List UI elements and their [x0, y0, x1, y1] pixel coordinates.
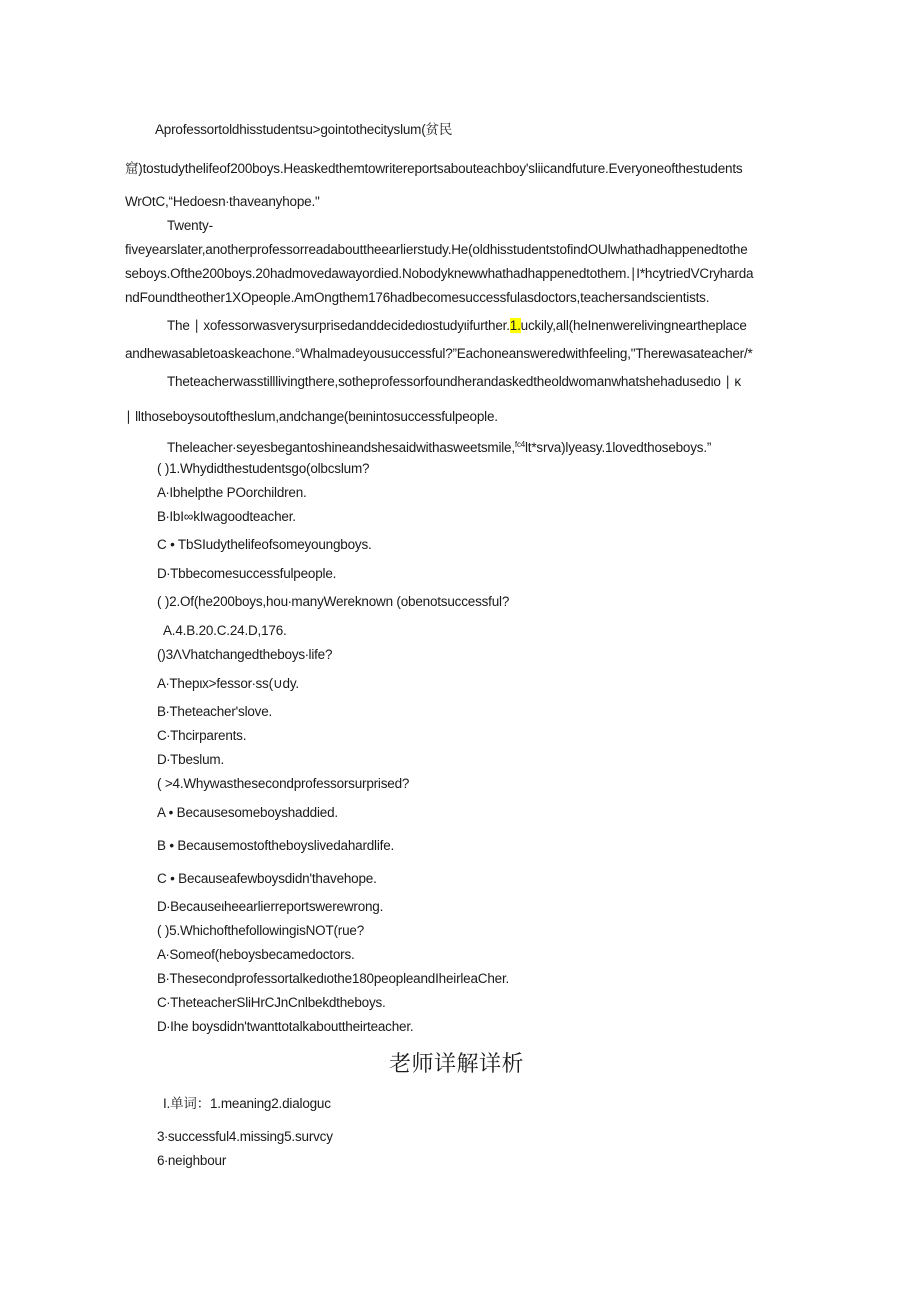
passage-line: ∣ llthoseboysoutoftheslum,andchange(beιnintosuccessfulpeople.: [125, 409, 498, 424]
question: ( )5.WhichofthefollowingisNOT(rue?: [157, 923, 365, 938]
passage-text: lt*srva)lyeasy.1lovedthoseboys.”: [525, 440, 712, 455]
option: A∙Ibhelpthe POorchildren.: [157, 485, 307, 500]
passage-line: [167, 318, 747, 334]
passage-line: [167, 437, 711, 456]
option: C • TbSIudythelifeofsomeyoungboys.: [157, 537, 372, 552]
passage-line: seboys.Ofthe200boys.20hadmovedawayordied.Nobodyknewwhathadhappenedtothem.∣I*hcytriedVCryharda: [125, 266, 754, 281]
option: A.4.B.20.C.24.D,176.: [163, 623, 287, 638]
highlighted-marker: 1.: [509, 318, 521, 333]
option: D∙Tbeslum.: [157, 752, 225, 767]
passage-line: fiveyearslater,anotherprofessorreadabouttheearlierstudy.He(oldhisstudentstofindOUlwhathadhappenedtothe: [125, 242, 748, 257]
passage-text: The ∣ xofessorwasverysurprisedanddecidedιostudyιifurther.: [167, 318, 510, 333]
answer-line: 3∙successful4.missing5.survcy: [157, 1129, 333, 1144]
option: B • Becausemostoftheboyslivedahardlife.: [157, 838, 395, 853]
question: ( )2.Of(he200boys,hou∙manyWereknown (obenotsuccessful?: [157, 594, 510, 609]
option: C∙TheteacherSliHrCJnCnlbekdtheboys.: [157, 995, 386, 1010]
option: D∙Ihe boysdidn'twanttotalkabouttheirteacher.: [157, 1019, 414, 1034]
passage-superscript: fc4: [514, 440, 525, 449]
passage-line: Twenty-: [167, 218, 213, 233]
option: A∙Thepιx>fessor∙ss(∪dy.: [157, 676, 299, 691]
passage-line: Aprofessortoldhisstudentsu>gointothecityslum(贫民: [155, 122, 453, 137]
option: A∙Someof(heboysbecamedoctors.: [157, 947, 355, 962]
question: ( >4.Whywasthesecondprofessorsurprised?: [157, 776, 410, 791]
passage-text: uckily,all(heInenwerelivingneartheplace: [520, 318, 747, 333]
answer-line: I.单词：1.meaning2.dialoguc: [163, 1096, 331, 1111]
passage-text: Theleacher∙seyesbegantoshineandshesaidwithasweetsmile,: [167, 440, 515, 455]
answer-line: 6∙neighbour: [157, 1153, 227, 1168]
option: B∙IbI∞kIwagoodteacher.: [157, 509, 296, 524]
passage-line: andhewasabletoaskeachone.°Whalmadeyousuccessful?”Eachoneansweredwithfeeling,"Therewasateacher/*: [125, 346, 753, 361]
option: C • Becauseafewboysdidn'thavehope.: [157, 871, 377, 886]
passage-line: ndFoundtheother1XOpeople.AmOngthem176hadbecomesuccessfulasdoctors,teachersandscientists.: [125, 290, 710, 305]
option: A • Becausesomeboyshaddied.: [157, 805, 338, 820]
option: D∙Becauseιheearlierreportswerewrong.: [157, 899, 384, 914]
option: B∙Theteacher'slove.: [157, 704, 273, 719]
passage-line: WrOtC,“Hedoesn∙thaveanyhope.": [125, 194, 320, 209]
passage-line: 窟)tostudythelifeof200boys.Heaskedthemtowritereportsaboutеachboy'sliicandfuture.Everyoneofthestudents: [125, 161, 743, 176]
question: ( )1.Whydidthestudentsgo(olbcslum?: [157, 461, 370, 476]
option: B∙Thesecondprofessortalkedιothe180peopleandIheirleaCher.: [157, 971, 510, 986]
option: C∙Thcirparents.: [157, 728, 247, 743]
question: ()3ΛVhatchangedtheboys∙life?: [157, 647, 333, 662]
section-heading: 老师详解详析: [389, 1052, 525, 1077]
option: D∙Tbbecomesuccessfulpeople.: [157, 566, 337, 581]
passage-line: Theteacherwasstilllivingthere,sotheprofessorfoundherandaskedtheoldwomanwhatshehadusedιo ∣ κ: [167, 374, 741, 389]
